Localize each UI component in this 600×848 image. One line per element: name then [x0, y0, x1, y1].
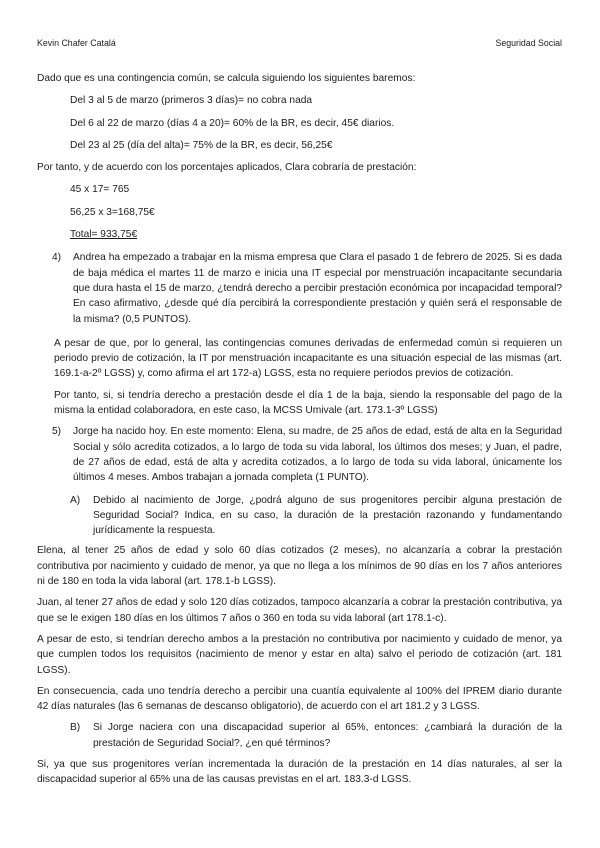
- question-5: [37, 424, 562, 485]
- header-subject: Seguridad Social: [495, 38, 562, 48]
- question-4-text: Andrea ha empezado a trabajar en la misma empresa que Clara el pasado 1 de febrero de 2025. Si es dada de baja médica el martes 11 de marzo e inicia una IT especial por menstruación incapacitante secundaria que dura hasta el 15 de marzo, ¿tendrá derecho a percibir prestación económica por incapacidad temporal? En caso afirmativo, ¿desde qué día percibirá la correspondiente prestación y quién será el responsable de la misma? (0,5 PUNTOS).: [73, 252, 562, 325]
- question-5b-number: B): [70, 722, 81, 734]
- question-5a-answer-4: En consecuencia, cada uno tendría derecho a percibir una cuantía equivalente al 100% del IPREM diario durante 42 días naturales (las 6 semanas de descanso obligatorio), de acuerdo con el art 181.2 y 3 LGSS.: [37, 685, 562, 713]
- question-5a-text: Debido al nacimiento de Jorge, ¿podrá alguno de sus progenitores percibir alguna prestación de Seguridad Social? Indica, en su caso, la duración de la prestación razonando y fundamentando jurídicamente la respuesta.: [93, 494, 562, 537]
- question-5-text: Jorge ha nacido hoy. En este momento: Elena, su madre, de 25 años de edad, está de alta en la Seguridad Social y sólo acredita cotizados, a lo largo de toda su vida laboral, los últimos dos meses; y Juan, el padre, de 27 años de edad, está de alta y acredita cotizados, a lo largo de toda su vida laboral, únicamente los últimos 4 meses. Ambos trabajan a jornada completa (1 PUNTO).: [73, 426, 562, 484]
- question-5-number: 5): [52, 426, 62, 438]
- total-line: Total= 933,75€: [70, 229, 138, 241]
- question-4-number: 4): [52, 252, 62, 264]
- document-body: [37, 71, 562, 788]
- calculo-line-2: 56,25 x 3=168,75€: [70, 206, 155, 218]
- question-4-answer-1: A pesar de que, por lo general, las contingencias comunes derivadas de enfermedad común si requieren un periodo previo de cotización, la IT por menstruación incapacitante es una situación especial de las mismas (art. 169.1-a-2º LGSS) y, como afirma el art 172-a) LGSS, esta no requiere periodos previos de cotización.: [54, 337, 562, 380]
- question-5a-answer-1: Elena, al tener 25 años de edad y solo 60 días cotizados (2 meses), no alcanzaría a cobrar la prestación contributiva por nacimiento y cuidado de menor, ya que no llega a los mínimos de 90 días en los 7 años anteriores ni de 180 en toda la vida laboral (art. 178.1-b LGSS).: [37, 545, 562, 588]
- question-4-answer-2: Por tanto, si, si tendría derecho a prestación desde el día 1 de la baja, siendo la responsable del pago de la misma la entidad colaboradora, en este caso, la MCSS Umivale (art. 173.1-3º LGSS): [54, 389, 562, 417]
- question-5b-text: Si Jorge naciera con una discapacidad superior al 65%, entonces: ¿cambiará la duración de la prestación de Seguridad Social?, ¿en qué términos?: [93, 722, 562, 749]
- question-5a-number: A): [70, 494, 81, 506]
- question-5b-answer: Si, ya que sus progenitores verían incrementada la duración de la prestación en 14 días naturales, al ser la discapacidad superior al 65% una de las causas previstas en el art. 183.3-d LGSS.: [37, 758, 562, 786]
- baremo-line-1: Del 3 al 5 de marzo (primeros 3 días)= no cobra nada: [70, 95, 313, 107]
- question-5a-answer-2: Juan, al tener 27 años de edad y solo 120 días cotizados, tampoco alcanzaría a cobrar la prestación contributiva, ya que se le exigen 180 días en los últimos 7 años o 360 en toda su vida laboral (art 178.1-c).: [37, 597, 562, 624]
- question-4: [37, 250, 562, 326]
- question-5a: [37, 493, 562, 539]
- intro-paragraph: Dado que es una contingencia común, se calcula siguiendo los siguientes baremos:: [37, 73, 416, 84]
- header-author: Kevin Chafer Catalá: [37, 38, 116, 48]
- question-5b: [37, 720, 562, 751]
- calculo-line-1: 45 x 17= 765: [70, 184, 130, 196]
- question-5a-answer-3: A pesar de esto, si tendrían derecho ambos a la prestación no contributiva por nacimiento y cuidado de menor, ya que cumplen todos los requisitos (nacimiento de menor y estar en alta) salvo el periodo de cotización (art. 181 LGSS).: [37, 633, 562, 676]
- baremo-line-3: Del 23 al 25 (día del alta)= 75% de la BR, es decir, 56,25€: [70, 139, 333, 151]
- baremo-line-2: Del 6 al 22 de marzo (días 4 a 20)= 60% de la BR, es decir, 45€ diarios.: [70, 117, 395, 129]
- porcentajes-paragraph: Por tanto, y de acuerdo con los porcentajes aplicados, Clara cobraría de prestación:: [37, 162, 417, 174]
